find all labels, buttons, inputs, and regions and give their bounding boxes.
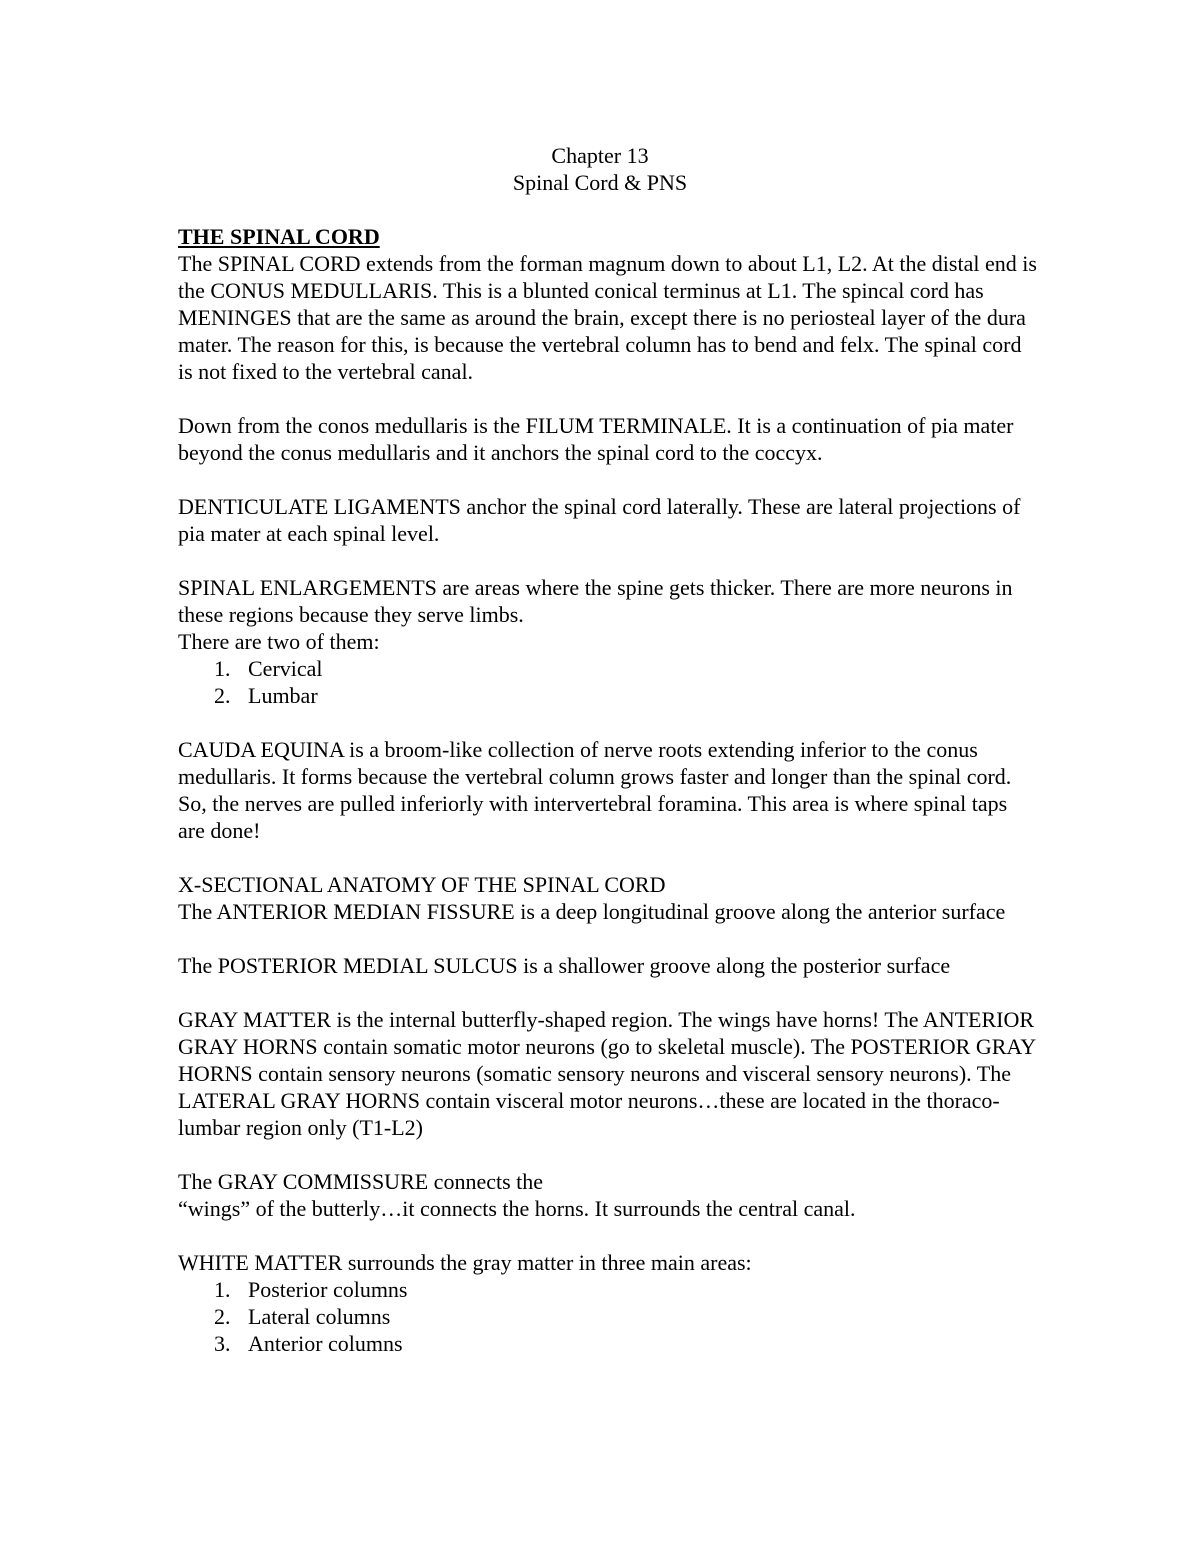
paragraph-cauda-equina: CAUDA EQUINA is a broom-like collection of nerve roots extending inferior to the conus medullaris. It forms because the vertebral column grows faster and longer than the spinal cord. So, the nerves are pulled inferiorly with intervertebral foramina. This area is where spinal taps are done! bbox=[178, 737, 1012, 843]
list-item-text: Anterior columns bbox=[248, 1331, 403, 1356]
list-item-text: Posterior columns bbox=[248, 1277, 408, 1302]
list-item-text: Cervical bbox=[248, 656, 323, 681]
list-number: 2. bbox=[214, 683, 231, 708]
paragraph-gray-matter: GRAY MATTER is the internal butterfly-shaped region. The wings have horns! The ANTERIOR GRAY HORNS contain somatic motor neurons (go to skeletal muscle). The POSTERIOR GRAY HORNS contain sensory neurons (somatic sensory neurons and visceral sensory neurons). The LATERAL GRAY HORNS contain visceral motor neurons…these are located in the thoraco-lumbar region only (T1-L2) bbox=[178, 1007, 1036, 1140]
list-item bbox=[178, 1303, 1038, 1330]
paragraph-spinal-cord: The SPINAL CORD extends from the forman magnum down to about L1, L2. At the distal end is the CONUS MEDULLARIS. This is a blunted conical terminus at L1. The spincal cord has MENINGES that are the same as around the brain, except there is no periosteal layer of the dura mater. The reason for this, is because the vertebral column has to bend and felx. The spinal cord is not fixed to the vertebral canal. bbox=[178, 251, 1037, 384]
spacer bbox=[178, 925, 1038, 952]
paragraph-white-matter: WHITE MATTER surrounds the gray matter in three main areas: bbox=[178, 1250, 752, 1275]
spacer bbox=[178, 196, 1038, 223]
paragraph-posterior-medial-sulcus: The POSTERIOR MEDIAL SULCUS is a shallower groove along the posterior surface bbox=[178, 953, 951, 978]
chapter-title: Chapter 13 bbox=[551, 143, 649, 168]
paragraph-denticulate-ligaments: DENTICULATE LIGAMENTS anchor the spinal cord laterally. These are lateral projections of pia mater at each spinal level. bbox=[178, 494, 1021, 546]
paragraph-gray-commissure: The GRAY COMMISSURE connects the bbox=[178, 1169, 544, 1194]
list-number: 1. bbox=[214, 1277, 231, 1302]
paragraph-spinal-enlargements: SPINAL ENLARGEMENTS are areas where the spine gets thicker. There are more neurons in these regions because they serve limbs. bbox=[178, 575, 1013, 627]
paragraph-two-of-them: There are two of them: bbox=[178, 629, 380, 654]
list-item-text: Lateral columns bbox=[248, 1304, 391, 1329]
list-item bbox=[178, 1276, 1038, 1303]
spacer bbox=[178, 844, 1038, 871]
chapter-subtitle: Spinal Cord & PNS bbox=[512, 170, 688, 195]
list-number: 3. bbox=[214, 1331, 231, 1356]
spacer bbox=[178, 466, 1038, 493]
paragraph-filum-terminale: Down from the conos medullaris is the FILUM TERMINALE. It is a continuation of pia mater beyond the conus medullaris and it anchors the spinal cord to the coccyx. bbox=[178, 413, 1014, 465]
spacer bbox=[178, 979, 1038, 1006]
enlargements-list bbox=[178, 655, 1038, 709]
section-heading: THE SPINAL CORD bbox=[178, 224, 380, 249]
title-block bbox=[0, 142, 1200, 196]
list-item-text: Lumbar bbox=[248, 683, 318, 708]
list-number: 2. bbox=[214, 1304, 231, 1329]
list-item bbox=[178, 1330, 1038, 1357]
spacer bbox=[178, 547, 1038, 574]
list-item bbox=[178, 682, 1038, 709]
spacer bbox=[178, 709, 1038, 736]
spacer bbox=[178, 1222, 1038, 1249]
spacer bbox=[178, 1141, 1038, 1168]
paragraph-x-sectional-heading: X-SECTIONAL ANATOMY OF THE SPINAL CORD bbox=[178, 872, 666, 897]
white-matter-list bbox=[178, 1276, 1038, 1357]
list-number: 1. bbox=[214, 656, 231, 681]
spacer bbox=[178, 385, 1038, 412]
paragraph-gray-commissure-cont: “wings” of the butterly…it connects the horns. It surrounds the central canal. bbox=[178, 1196, 856, 1221]
list-item bbox=[178, 655, 1038, 682]
paragraph-anterior-median-fissure: The ANTERIOR MEDIAN FISSURE is a deep longitudinal groove along the anterior surface bbox=[178, 899, 1006, 924]
document-body bbox=[178, 142, 1038, 1357]
